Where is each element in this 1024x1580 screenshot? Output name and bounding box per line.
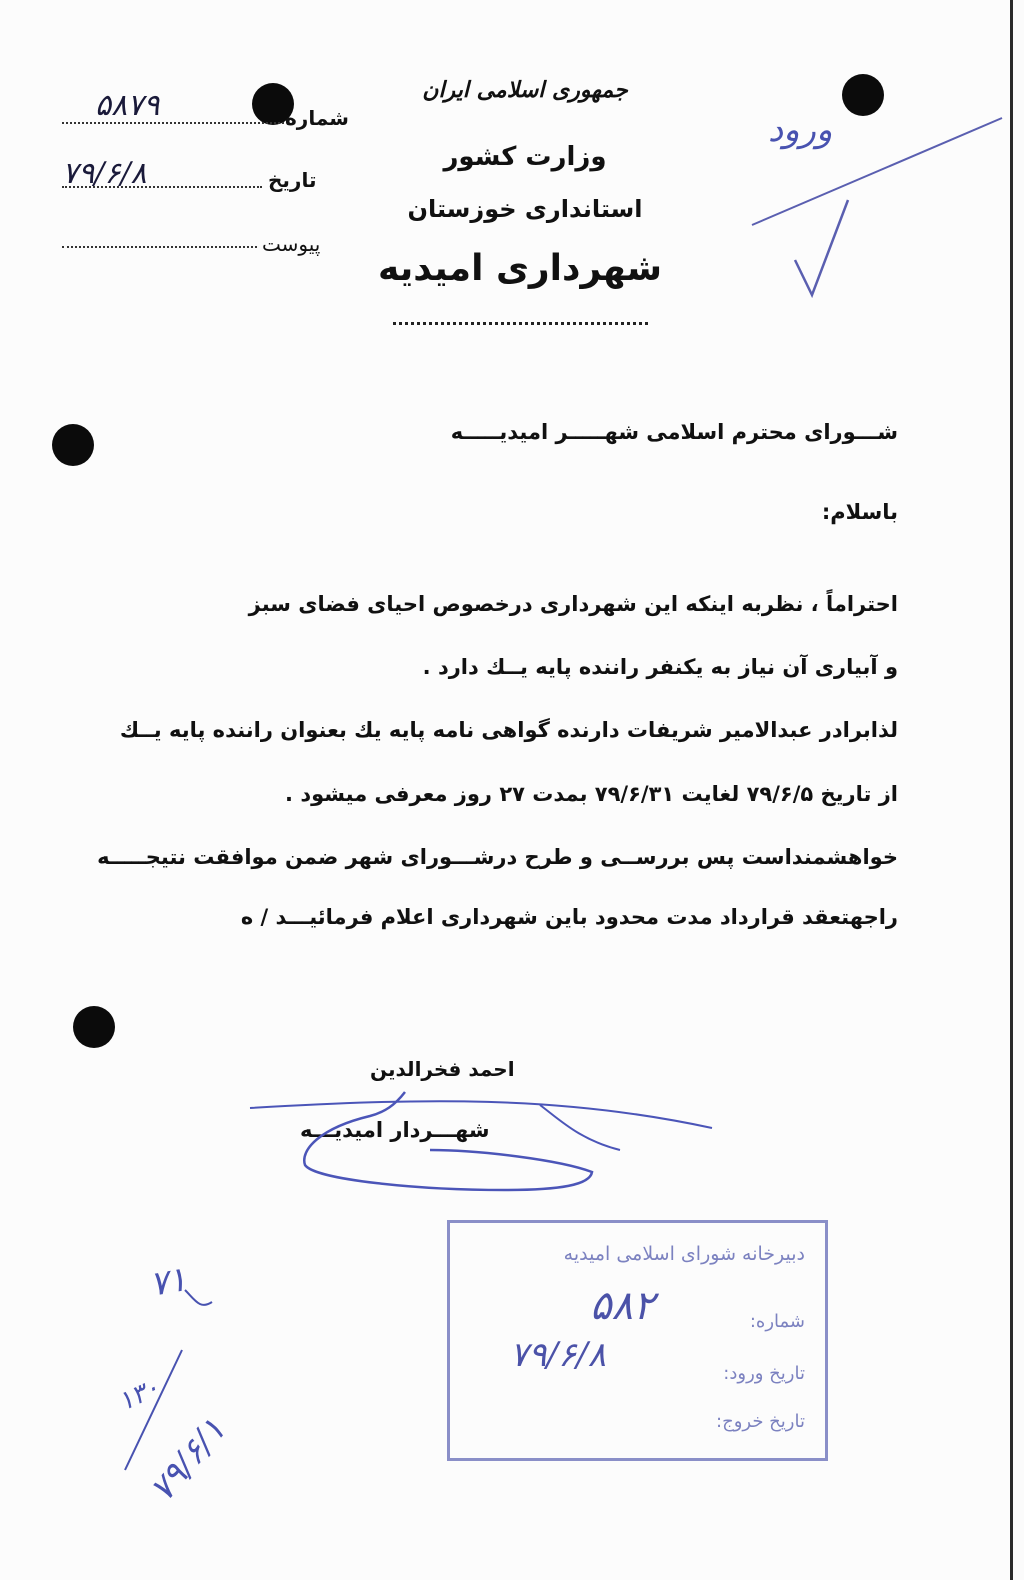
greeting-line: باسلام: xyxy=(821,500,898,524)
entry-annotation: ورود xyxy=(768,110,833,150)
signature-stroke xyxy=(250,1101,712,1128)
handwritten-note: ۷۱ xyxy=(146,1259,190,1305)
signature-stroke xyxy=(540,1105,620,1150)
header-ministry: وزارت کشور xyxy=(443,142,607,172)
stamp-entry-date-value: ۷۹/۶/۸ xyxy=(510,1335,606,1375)
stamp-number-label: شماره: xyxy=(749,1311,805,1332)
body-line: و آبیاری آن نیاز به یکنفر راننده پایه یــك دارد . xyxy=(422,655,898,679)
header-municipality: شهرداری امیدیه xyxy=(377,248,663,289)
signatory-name: احمد فخرالدین xyxy=(370,1057,515,1081)
body-line: خواهشمنداست پس بررســی و طرح درشـــورای شهر ضمن موافقت نتیجـــــه xyxy=(97,845,898,869)
date-value: ۷۹/۶/۸ xyxy=(62,156,147,191)
body-line: راجهتعقد قرارداد مدت محدود باین شهرداری اعلام فرمائیـــد / ه xyxy=(240,905,898,929)
number-value: ۵۸۷۹ xyxy=(95,88,160,123)
date-label: تاریخ xyxy=(268,168,317,192)
signature-stroke xyxy=(304,1092,592,1190)
number-label: شماره xyxy=(285,106,349,130)
signatory-title: شهـــردار امیدیـــه xyxy=(300,1118,490,1142)
body-line: احتراماً ، نظربه اینکه این شهرداری درخصوص احیای فضای سبز xyxy=(248,592,898,616)
handwritten-note: ۱۳۰ xyxy=(113,1372,165,1418)
header-province: استانداری خوزستان xyxy=(407,195,643,223)
attachment-label: پیوست xyxy=(262,232,321,256)
handwritten-note: ۷۹/۶/۱ xyxy=(141,1410,235,1510)
stamp-entry-date-label: تاریخ ورود: xyxy=(723,1363,805,1384)
header-republic: جمهوری اسلامی ایران xyxy=(422,78,628,103)
check-mark xyxy=(795,200,848,295)
recipient-line: شـــورای محترم اسلامی شهـــــر امیدیـــــه xyxy=(450,420,898,444)
body-line: لذابرادر عبدالامیر شریفات دارنده گواهی نامه پایه یك بعنوان راننده پایه یــك xyxy=(119,718,898,742)
diagonal-stroke xyxy=(125,1350,182,1470)
stamp-exit-date-label: تاریخ خروج: xyxy=(716,1411,805,1432)
body-line: از تاریخ ۷۹/۶/۵ لغایت ۷۹/۶/۳۱ بمدت ۲۷ روز معرفی میشود . xyxy=(285,782,898,806)
stamp-title: دبیرخانه شورای اسلامی امیدیه xyxy=(563,1243,805,1265)
stamp-number-value: ۵۸۲ xyxy=(590,1283,655,1329)
scribble-stroke xyxy=(185,1290,212,1305)
slash-stroke xyxy=(752,118,1002,225)
